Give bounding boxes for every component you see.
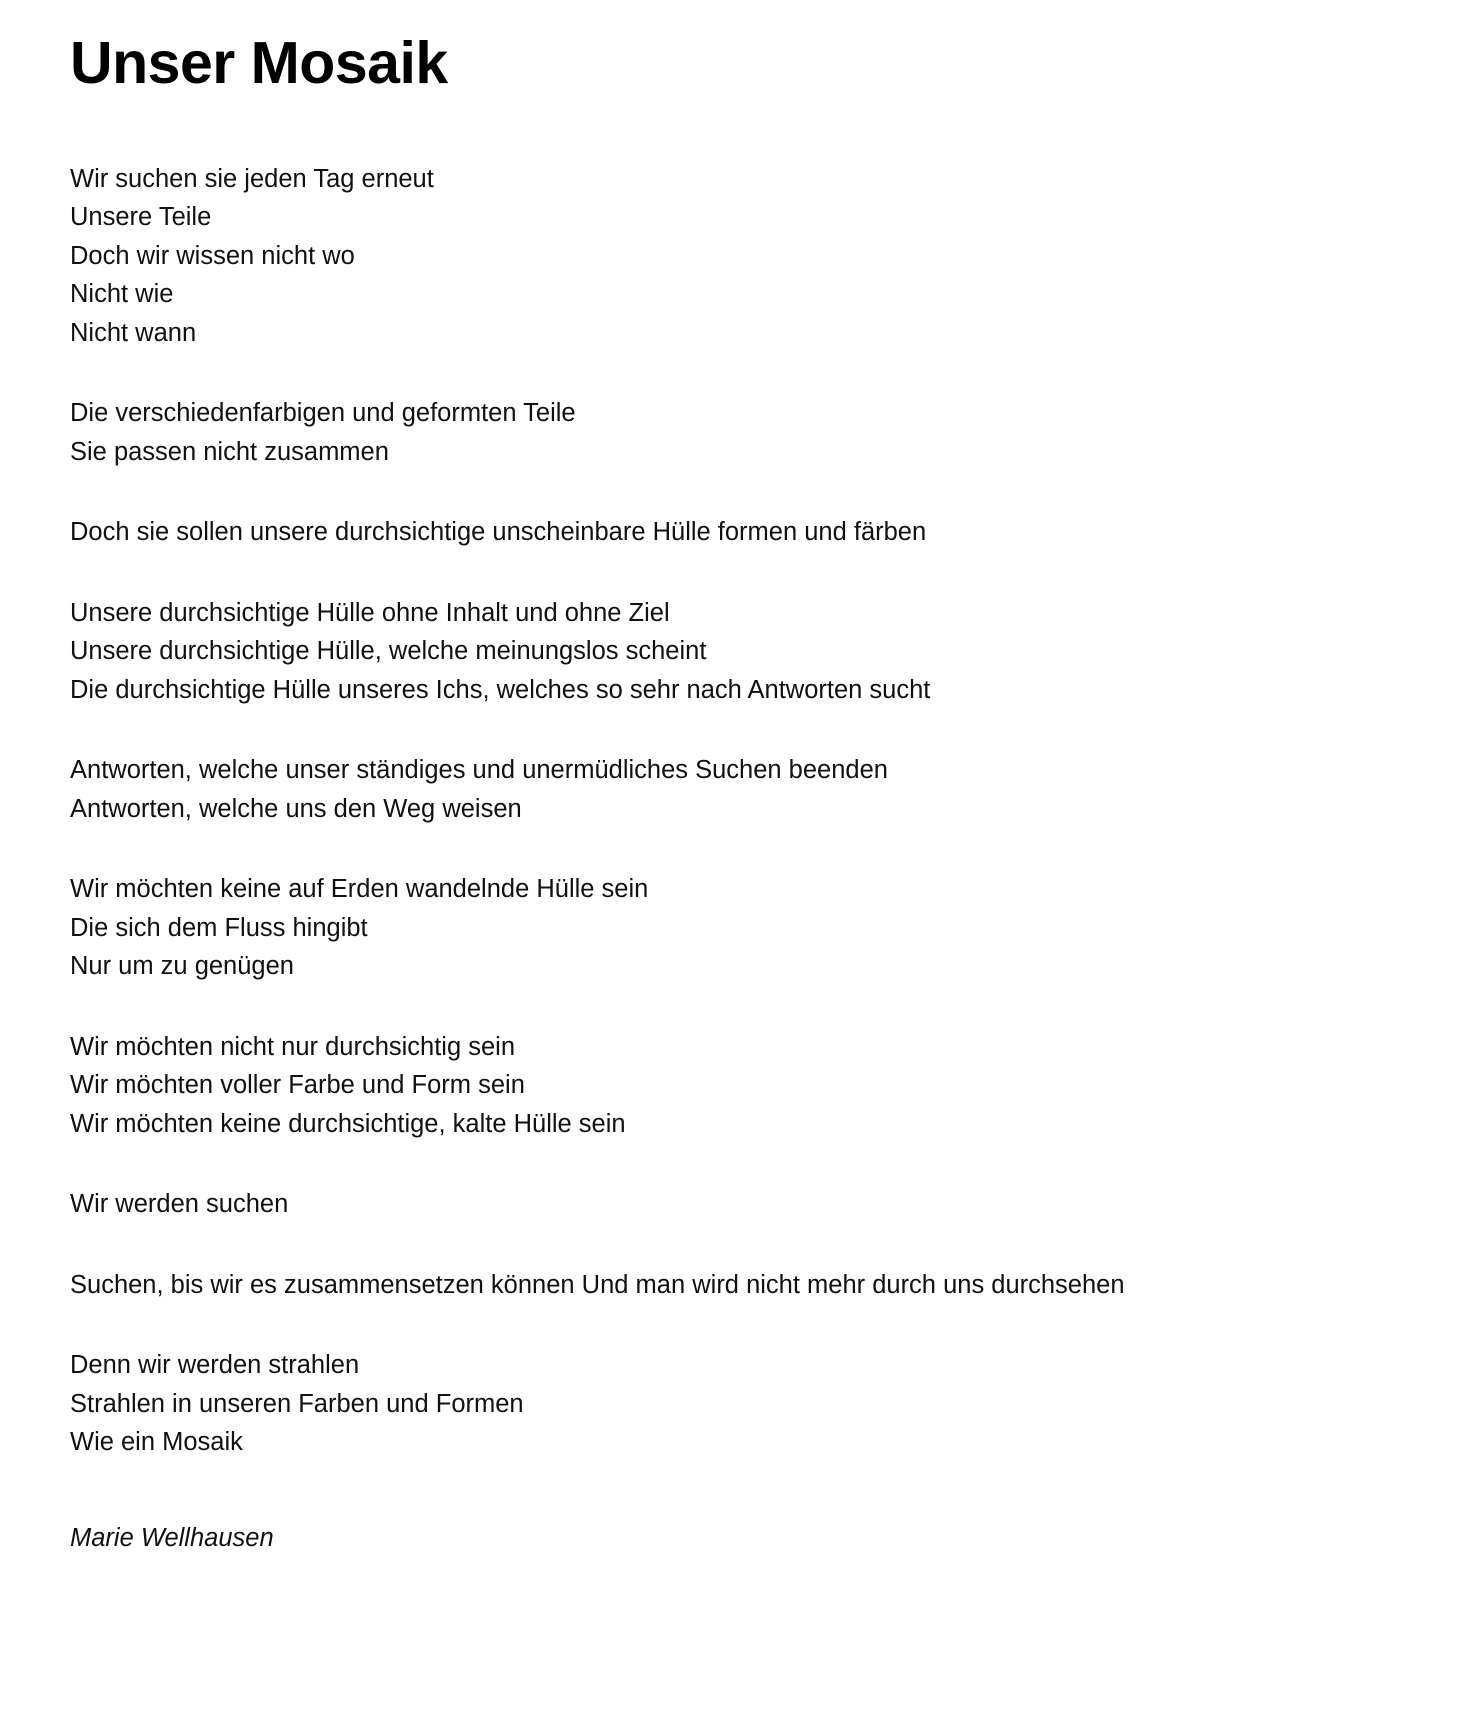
author-name: Marie Wellhausen <box>70 1523 274 1552</box>
poem-body <box>70 160 1400 1462</box>
poem-line: Wie ein Mosaik <box>70 1428 243 1457</box>
stanza <box>70 1185 1400 1224</box>
poem-line: Denn wir werden strahlen <box>70 1351 360 1380</box>
poem-line: Nur um zu genügen <box>70 952 294 981</box>
poem-line: Antworten, welche unser ständiges und unermüdliches Suchen beenden <box>70 756 888 785</box>
poem-line: Nicht wann <box>70 318 197 347</box>
poem-line: Unsere durchsichtige Hülle ohne Inhalt und ohne Ziel <box>70 598 670 627</box>
stanza <box>70 594 1400 710</box>
poem-line: Sie passen nicht zusammen <box>70 437 389 466</box>
poem-line: Die durchsichtige Hülle unseres Ichs, welches so sehr nach Antworten sucht <box>70 675 931 704</box>
poem-line: Wir möchten voller Farbe und Form sein <box>70 1071 525 1100</box>
poem-line: Die sich dem Fluss hingibt <box>70 913 368 942</box>
poem-line: Wir möchten keine auf Erden wandelnde Hülle sein <box>70 875 649 904</box>
stanza <box>70 1028 1400 1144</box>
page-title: Unser Mosaik <box>70 30 448 96</box>
stanza <box>70 513 1400 552</box>
poem-line: Suchen, bis wir es zusammensetzen können Und man wird nicht mehr durch uns durchsehen <box>70 1270 1125 1299</box>
stanza <box>70 394 1400 471</box>
stanza <box>70 751 1400 828</box>
stanza <box>70 1266 1400 1305</box>
stanza <box>70 160 1400 353</box>
poem-line: Wir suchen sie jeden Tag erneut <box>70 164 434 193</box>
poem-line: Doch sie sollen unsere durchsichtige unscheinbare Hülle formen und färben <box>70 518 927 547</box>
poem-line: Doch wir wissen nicht wo <box>70 241 355 270</box>
poem-line: Wir möchten keine durchsichtige, kalte Hülle sein <box>70 1109 626 1138</box>
poem-line: Unsere durchsichtige Hülle, welche meinungslos scheint <box>70 637 707 666</box>
poem-line: Unsere Teile <box>70 203 212 232</box>
poem-line: Wir werden suchen <box>70 1190 289 1219</box>
stanza <box>70 1346 1400 1462</box>
stanza <box>70 870 1400 986</box>
poem-line: Wir möchten nicht nur durchsichtig sein <box>70 1032 516 1061</box>
poem-line: Strahlen in unseren Farben und Formen <box>70 1389 524 1418</box>
poem-line: Antworten, welche uns den Weg weisen <box>70 794 522 823</box>
poem-line: Die verschiedenfarbigen und geformten Teile <box>70 399 576 428</box>
poem-line: Nicht wie <box>70 280 174 309</box>
